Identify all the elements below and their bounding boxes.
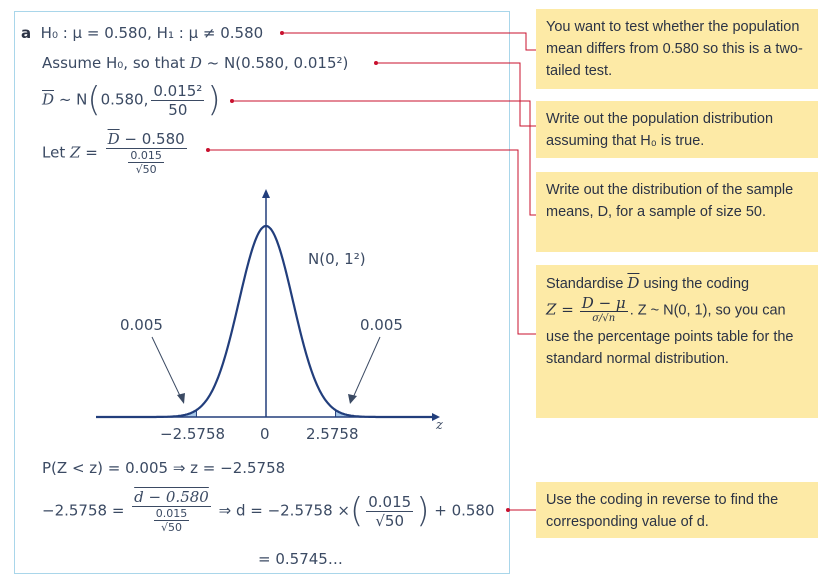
tick-zero-label: 0: [260, 425, 270, 443]
z-den-num: 0.015: [130, 149, 162, 162]
z-numerator-rest: − 0.580: [124, 130, 185, 148]
final-numerator-text: d − 0.580: [134, 488, 209, 506]
connector-line-4: [208, 150, 536, 334]
final-den-den: √50: [160, 521, 182, 534]
tick-left-label: −2.5758: [160, 425, 226, 443]
final-numerator: [132, 488, 211, 507]
final-den-num: 0.015: [155, 507, 188, 520]
connector-line-1: [282, 33, 536, 50]
tail-left-label: 0.005: [120, 316, 163, 334]
note4-c: using the coding: [643, 276, 750, 292]
let-text: Let: [42, 143, 66, 162]
assume-prefix: Assume H₀, so that: [42, 54, 186, 72]
final-fraction: [132, 488, 211, 534]
z-den-den: √50: [135, 163, 157, 176]
close-paren: ): [207, 80, 221, 120]
y-axis-arrow: [262, 189, 270, 198]
tail-right-label: 0.005: [360, 316, 403, 334]
note-standardise: [536, 265, 818, 418]
result-line: = 0.5745…: [258, 550, 343, 568]
final-den-fraction: [154, 507, 190, 534]
final-sd-num: 0.015: [368, 492, 412, 511]
dbar-mean: 0.580,: [100, 90, 149, 109]
note4-dbar: $\overline{D}$: [627, 274, 640, 292]
note4-d: . Z ~ N(0, 1), so you can use the percentage points table for the standard normal distribution.: [546, 302, 794, 367]
dbar-variance-den: 50: [168, 100, 188, 119]
connector-line-2: [376, 63, 536, 126]
dbar-variable: $\overline{D}$: [42, 90, 55, 109]
z-numerator-dbar: $\overline{D}$: [107, 130, 120, 148]
hypotheses-text: H₀ : μ = 0.580, H₁ : μ ≠ 0.580: [40, 24, 264, 42]
note4-fraction: [580, 295, 628, 326]
note-population-distribution: Write out the population distribution assuming that H₀ is true.: [536, 101, 818, 158]
note-reverse-coding: Use the coding in reverse to find the corresponding value of d.: [536, 482, 818, 538]
final-left: −2.5758 =: [42, 501, 125, 520]
note4-a: Standardise: [546, 276, 624, 292]
right-label-pointer: [352, 337, 380, 400]
assume-distribution: ~ N(0.580, 0.015²): [206, 54, 349, 72]
open-paren: (: [87, 80, 101, 120]
note4-den: σ/√n: [592, 313, 616, 324]
final-sd-fraction: [366, 493, 413, 530]
final-sd-den: √50: [375, 511, 405, 530]
curve-label: N(0, 1²): [308, 250, 366, 268]
z-variable: Z: [69, 143, 81, 162]
right-label-pointer-head: [348, 394, 357, 404]
final-open-paren: (: [349, 491, 364, 531]
final-tail: + 0.580: [434, 501, 495, 520]
tick-right-label: 2.5758: [306, 425, 359, 443]
left-label-pointer-head: [177, 393, 185, 404]
final-denominator: [132, 507, 211, 534]
connector-line-3: [232, 101, 536, 215]
z-equals: =: [85, 143, 98, 162]
note-sample-means-text: Write out the distribution of the sample means, D, for a sample of size 50.: [546, 182, 794, 220]
note4-num: D − μ: [581, 294, 626, 312]
part-label: a: [21, 24, 32, 42]
left-label-pointer: [152, 337, 182, 400]
dbar-tilde: ~ N: [58, 90, 88, 109]
note-two-tailed: You want to test whether the population mean differs from 0.580 so this is a two-tailed test.: [536, 9, 818, 89]
assume-variable: D: [189, 54, 202, 72]
axis-variable-label: z: [436, 418, 443, 433]
reverse-coding-line: [42, 488, 495, 534]
final-mid: ⇒ d = −2.5758 ×: [218, 501, 350, 520]
final-close-paren: ): [416, 491, 430, 531]
note4-z: Z =: [546, 300, 574, 319]
probability-line: P(Z < z) = 0.005 ⇒ z = −2.5758: [42, 459, 286, 477]
note-sample-means: [536, 172, 818, 252]
dbar-variance-num: 0.015²: [153, 81, 203, 100]
